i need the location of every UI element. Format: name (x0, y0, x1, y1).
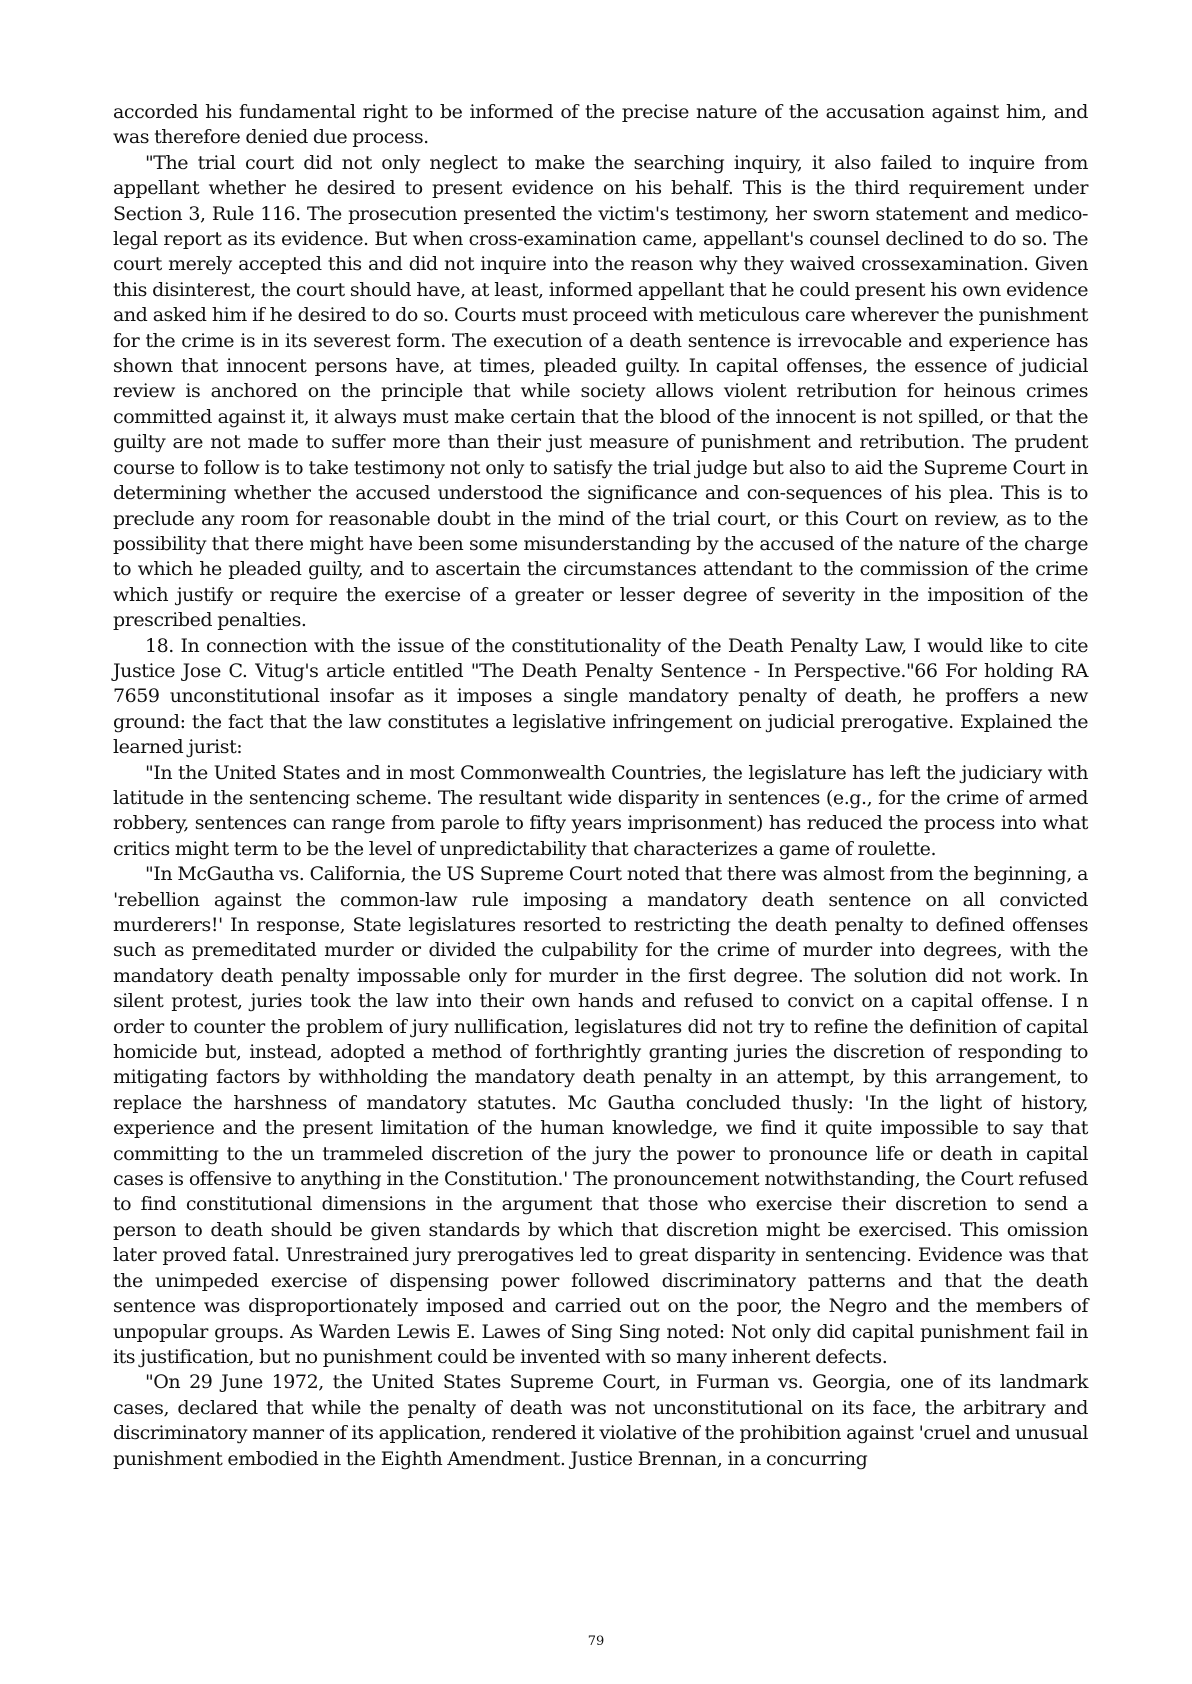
page-number: 79 (587, 1634, 605, 1649)
paragraph-trial-court-inquiry: "The trial court did not only neglect to make the searching inquiry, it also failed to inquire from appellant whether he desired to present evidence on his behalf. This is the third requirement under Section 3, Rule 116. The prosecution presented the victim's testimony, her sworn statement and medico-legal report as its evidence. But when cross-examination came, appellant's counsel declined to do so. The court merely accepted this and did not inquire into the reason why they waived crossexamination. Given this disinterest, the court should have, at least, informed appellant that he could present his own evidence and asked him if he desired to do so. Courts must proceed with meticulous care wherever the punishment for the crime is in its severest form. The execution of a death sentence is irrevocable and experience has shown that innocent persons have, at times, pleaded guilty. In capital offenses, the essence of judicial review is anchored on the principle that while society allows violent retribution for heinous crimes committed against it, it always must make certain that the blood of the innocent is not spilled, or that the guilty are not made to suffer more than their just measure of punishment and retribution. The prudent course to follow is to take testimony not only to satisfy the trial judge but also to aid the Supreme Court in determining whether the accused understood the significance and con-sequences of his plea. This is to preclude any room for reasonable doubt in the mind of the trial court, or this Court on review, as to the possibility that there might have been some misunderstanding by the accused of the nature of the charge to which he pleaded guilty, and to ascertain the circumstances attendant to the commission of the crime which justify or require the exercise of a greater or lesser degree of severity in the imposition of the prescribed penalties. (113, 151, 1088, 632)
paragraph-continuation: accorded his fundamental right to be informed of the precise nature of the accusation against him, and was therefore denied due process. (113, 101, 1088, 149)
paragraph-18-death-penalty-law: 18. In connection with the issue of the constitutionality of the Death Penalty Law, I would like to cite Justice Jose C. Vitug's article entitled "The Death Penalty Sentence - In Perspective."66 For holding RA 7659 unconstitutional insofar as it imposes a single mandatory penalty of death, he proffers a new ground: the fact that the law constitutes a legislative infringement on judicial prerogative. Explained the learned jurist: (113, 634, 1088, 759)
document-body (113, 100, 1088, 1472)
paragraph-sentencing-latitude: "In the United States and in most Commonwealth Countries, the legislature has left the judiciary with latitude in the sentencing scheme. The resultant wide disparity in sentences (e.g., for the crime of armed robbery, sentences can range from parole to fifty years imprisonment) has reduced the process into what critics might term to be the level of unpredictability that characterizes a game of roulette. (113, 761, 1088, 860)
paragraph-mcgautha-vs-california: "In McGautha vs. California, the US Supreme Court noted that there was almost from the beginning, a 'rebellion against the common-law rule imposing a mandatory death sentence on all convicted murderers!' In response, State legislatures resorted to restricting the death penalty to defined offenses such as premeditated murder or divided the culpability for the crime of murder into degrees, with the mandatory death penalty impossable only for murder in the first degree. The solution did not work. In silent protest, juries took the law into their own hands and refused to convict on a capital offense. I n order to counter the problem of jury nullification, legislatures did not try to refine the definition of capital homicide but, instead, adopted a method of forthrightly granting juries the discretion of responding to mitigating factors by withholding the mandatory death penalty in an attempt, by this arrangement, to replace the harshness of mandatory statutes. Mc Gautha concluded thusly: 'In the light of history, experience and the present limitation of the human knowledge, we find it quite impossible to say that committing to the un trammeled discretion of the jury the power to pronounce life or death in capital cases is offensive to anything in the Constitution.' The pronouncement notwithstanding, the Court refused to find constitutional dimensions in the argument that those who exercise their discretion to send a person to death should be given standards by which that discretion might be exercised. This omission later proved fatal. Unrestrained jury prerogatives led to great disparity in sentencing. Evidence was that the unimpeded exercise of dispensing power followed discriminatory patterns and that the death sentence was disproportionately imposed and carried out on the poor, the Negro and the members of unpopular groups. As Warden Lewis E. Lawes of Sing Sing noted: Not only did capital punishment fail in its justification, but no punishment could be invented with so many inherent defects. (113, 863, 1088, 1368)
paragraph-furman-vs-georgia: "On 29 June 1972, the United States Supreme Court, in Furman vs. Georgia, one of its landmark cases, declared that while the penalty of death was not unconstitutional on its face, the arbitrary and discriminatory manner of its application, rendered it violative of the prohibition against 'cruel and unusual punishment embodied in the Eighth Amendment. Justice Brennan, in a concurring (113, 1371, 1088, 1470)
